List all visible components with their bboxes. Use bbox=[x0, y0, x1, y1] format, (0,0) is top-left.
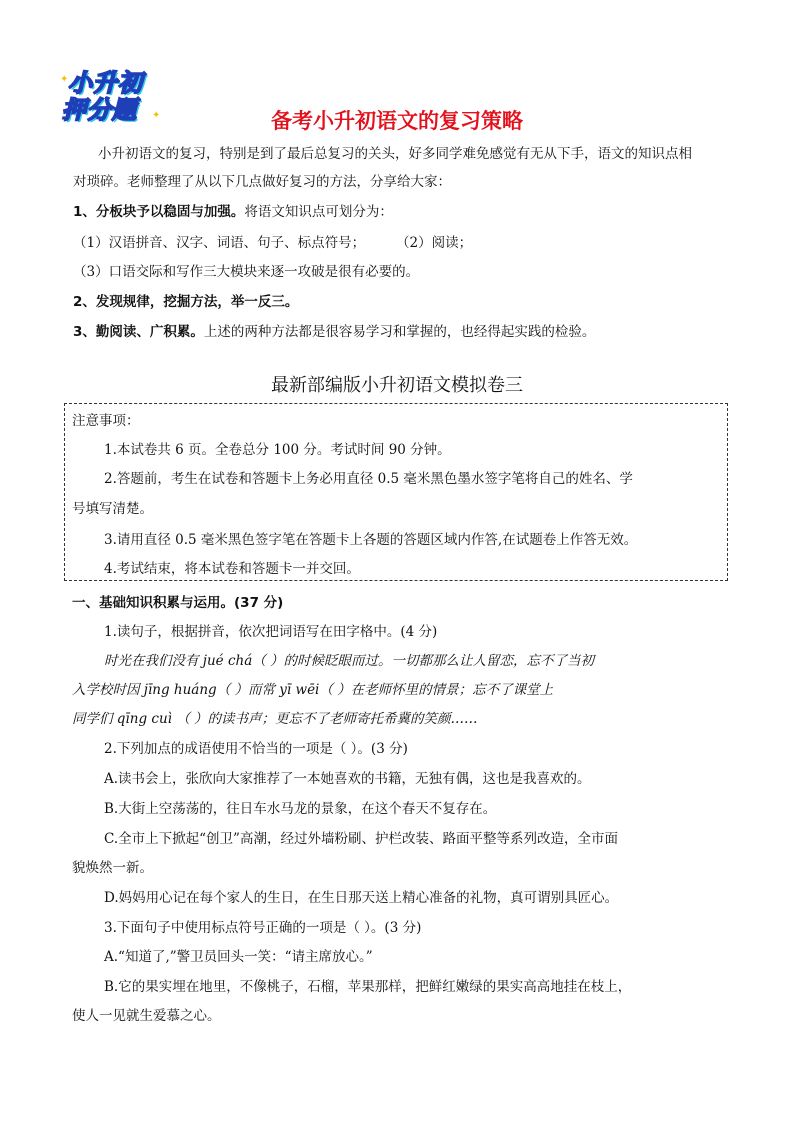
question-2-option-c: C.全市上下掀起“创卫”高潮，经过外墙粉刷、护栏改装、路面平整等系列改造，全市面 bbox=[104, 831, 618, 847]
tip-3-text: 上述的两种方法都是很容易学习和掌握的，也经得起实践的检验。 bbox=[203, 324, 596, 340]
tip-1-a: （1）汉语拼音、汉字、词语、句子、标点符号； bbox=[73, 235, 366, 251]
question-2-option-d: D.妈妈用心记在每个家人的生日，在生日那天送上精心准备的礼物，真可谓别具匠心。 bbox=[104, 890, 619, 906]
tip-1-c: （3）口语交际和写作三大模块来逐一攻破是很有必要的。 bbox=[73, 264, 420, 280]
notice-item-4: 4.考试结束，将本试卷和答题卡一并交回。 bbox=[104, 561, 360, 577]
question-3-option-b: B.它的果实埋在地里，不像桃子，石榴，苹果那样，把鲜红嫩绿的果实高高地挂在枝上， bbox=[104, 979, 632, 995]
sparkle-icon: ✦ bbox=[152, 110, 161, 121]
question-1-line-3: 同学们 qīng cuì （ ）的读书声；更忘不了老师寄托希冀的笑颜…… bbox=[72, 711, 478, 727]
notice-heading: 注意事项： bbox=[72, 413, 140, 429]
question-2-option-b: B.大街上空荡荡的，往日车水马龙的景象，在这个春天不复存在。 bbox=[104, 801, 497, 817]
question-3-stem: 3.下面句子中使用标点符号正确的一项是（ ）。(3 分) bbox=[104, 920, 422, 936]
tip-1-heading: 1、分板块予以稳固与加强。 bbox=[73, 204, 245, 220]
sparkle-icon: ✦ bbox=[60, 74, 69, 85]
question-3-option-a: A.“知道了,”警卫员回头一笑：“请主席放心。” bbox=[104, 949, 373, 965]
tip-1 bbox=[73, 198, 393, 226]
section-heading: 一、基础知识积累与运用。(37 分) bbox=[72, 595, 284, 611]
tip-1-b: （2）阅读； bbox=[396, 235, 473, 251]
logo-line-2: 押分题 bbox=[62, 96, 137, 124]
notice-item-2: 2.答题前，考生在试卷和答题卡上务必用直径 0.5 毫米黑色墨水签字笔将自己的姓名、学 bbox=[104, 471, 633, 487]
exam-title: 最新部编版小升初语文模拟卷三 bbox=[271, 375, 523, 396]
question-1-line-2: 入学校时因 jīng huáng（ ）而常 yī wēi（ ）在老师怀里的情景；忘不了课堂上 bbox=[72, 682, 554, 698]
intro-line-2: 对琐碎。老师整理了从以下几点做好复习的方法，分享给大家： bbox=[73, 174, 451, 190]
tip-2: 2、发现规律，挖掘方法，举一反三。 bbox=[73, 294, 299, 310]
tip-3-heading: 3、勤阅读、广积累。 bbox=[73, 324, 204, 340]
question-1-stem: 1.读句子，根据拼音，依次把词语写在田字格中。(4 分) bbox=[104, 624, 438, 640]
intro-line-1: 小升初语文的复习，特别是到了最后总复习的关头，好多同学难免感觉有无从下手，语文的知识点相 bbox=[98, 146, 692, 162]
notice-item-3: 3.请用直径 0.5 毫米黑色签字笔在答题卡上各题的答题区域内作答,在试题卷上作答无效。 bbox=[104, 532, 638, 548]
question-2-option-c-cont: 貌焕然一新。 bbox=[72, 860, 153, 876]
notice-item-1: 1.本试卷共 6 页。全卷总分 100 分。考试时间 90 分钟。 bbox=[104, 442, 451, 458]
page-title: 备考小升初语文的复习策略 bbox=[271, 109, 523, 133]
question-1-line-1: 时光在我们没有 jué chá（ ）的时候眨眼而过。一切都那么让人留恋，忘不了当初 bbox=[104, 653, 595, 669]
tip-3 bbox=[73, 318, 595, 346]
notice-item-2-cont: 号填写清楚。 bbox=[72, 501, 153, 517]
question-2-option-a: A.读书会上，张欣向大家推荐了一本她喜欢的书籍，无独有偶，这也是我喜欢的。 bbox=[104, 771, 591, 787]
question-2-stem: 2.下列加点的成语使用不恰当的一项是（ ）。(3 分) bbox=[104, 741, 408, 757]
logo-line-1: 小升初 bbox=[68, 69, 143, 97]
tip-1-text: 将语文知识点可划分为： bbox=[244, 204, 393, 220]
question-3-option-b-cont: 使人一见就生爱慕之心。 bbox=[72, 1008, 221, 1024]
